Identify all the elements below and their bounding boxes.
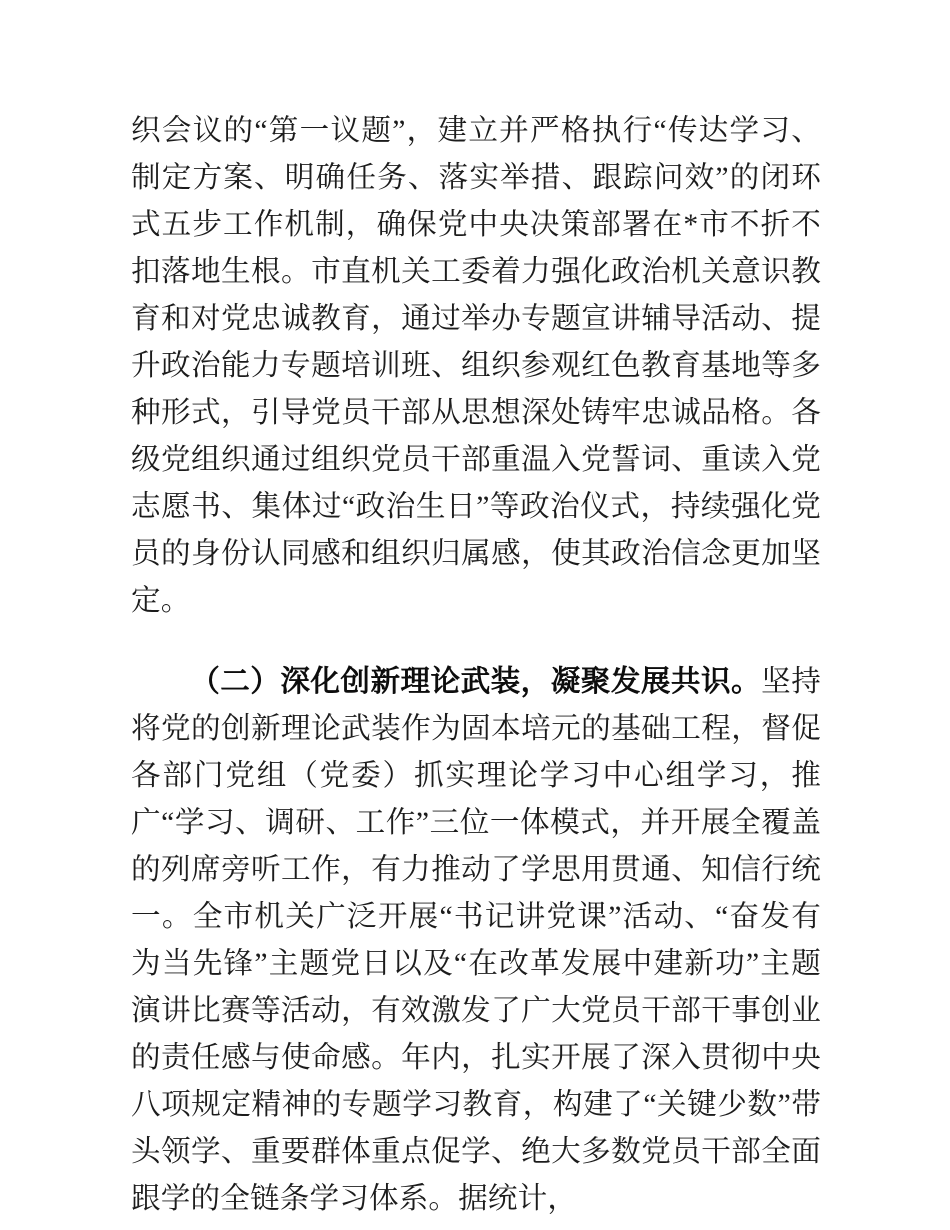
paragraph-continued (131, 108, 821, 625)
paragraph-section-two-body: 坚持将党的创新理论武装作为固本培元的基础工程，督促各部门党组（党委）抓实理论学习中心组学习，推广“学习、调研、工作”三位一体模式，并开展全覆盖的列席旁听工作，有力推动了学思用贯通、知信行统一。全市机关广泛开展“书记讲党课”活动、“奋发有为当先锋”主题党日以及“在改革发展中建新功”主题演讲比赛等活动，有效激发了广大党员干部干事创业的责任感与使命感。年内，扎实开展了深入贯彻中央八项规定精神的专题学习教育，构建了“关键少数”带头领学、重要群体重点促学、绝大多数党员干部全面跟学的全链条学习体系。据统计， (131, 666, 822, 1215)
paragraph-continued-body: 织会议的“第一议题”，建立并严格执行“传达学习、制定方案、明确任务、落实举措、跟踪问效”的闭环式五步工作机制，确保党中央决策部署在*市不折不扣落地生根。市直机关工委着力强化政治机关意识教育和对党忠诚教育，通过举办专题宣讲辅导活动、提升政治能力专题培训班、组织参观红色教育基地等多种形式，引导党员干部从思想深处铸牢忠诚品格。各级党组织通过组织党员干部重温入党誓词、重读入党志愿书、集体过“政治生日”等政治仪式，持续强化党员的身份认同感和组织归属感，使其政治信念更加坚定。 (131, 115, 821, 617)
section-heading-two: （二）深化创新理论武装，凝聚发展共识。 (190, 665, 762, 698)
paragraph-section-two (131, 658, 821, 1223)
document-text-column (131, 108, 821, 1223)
